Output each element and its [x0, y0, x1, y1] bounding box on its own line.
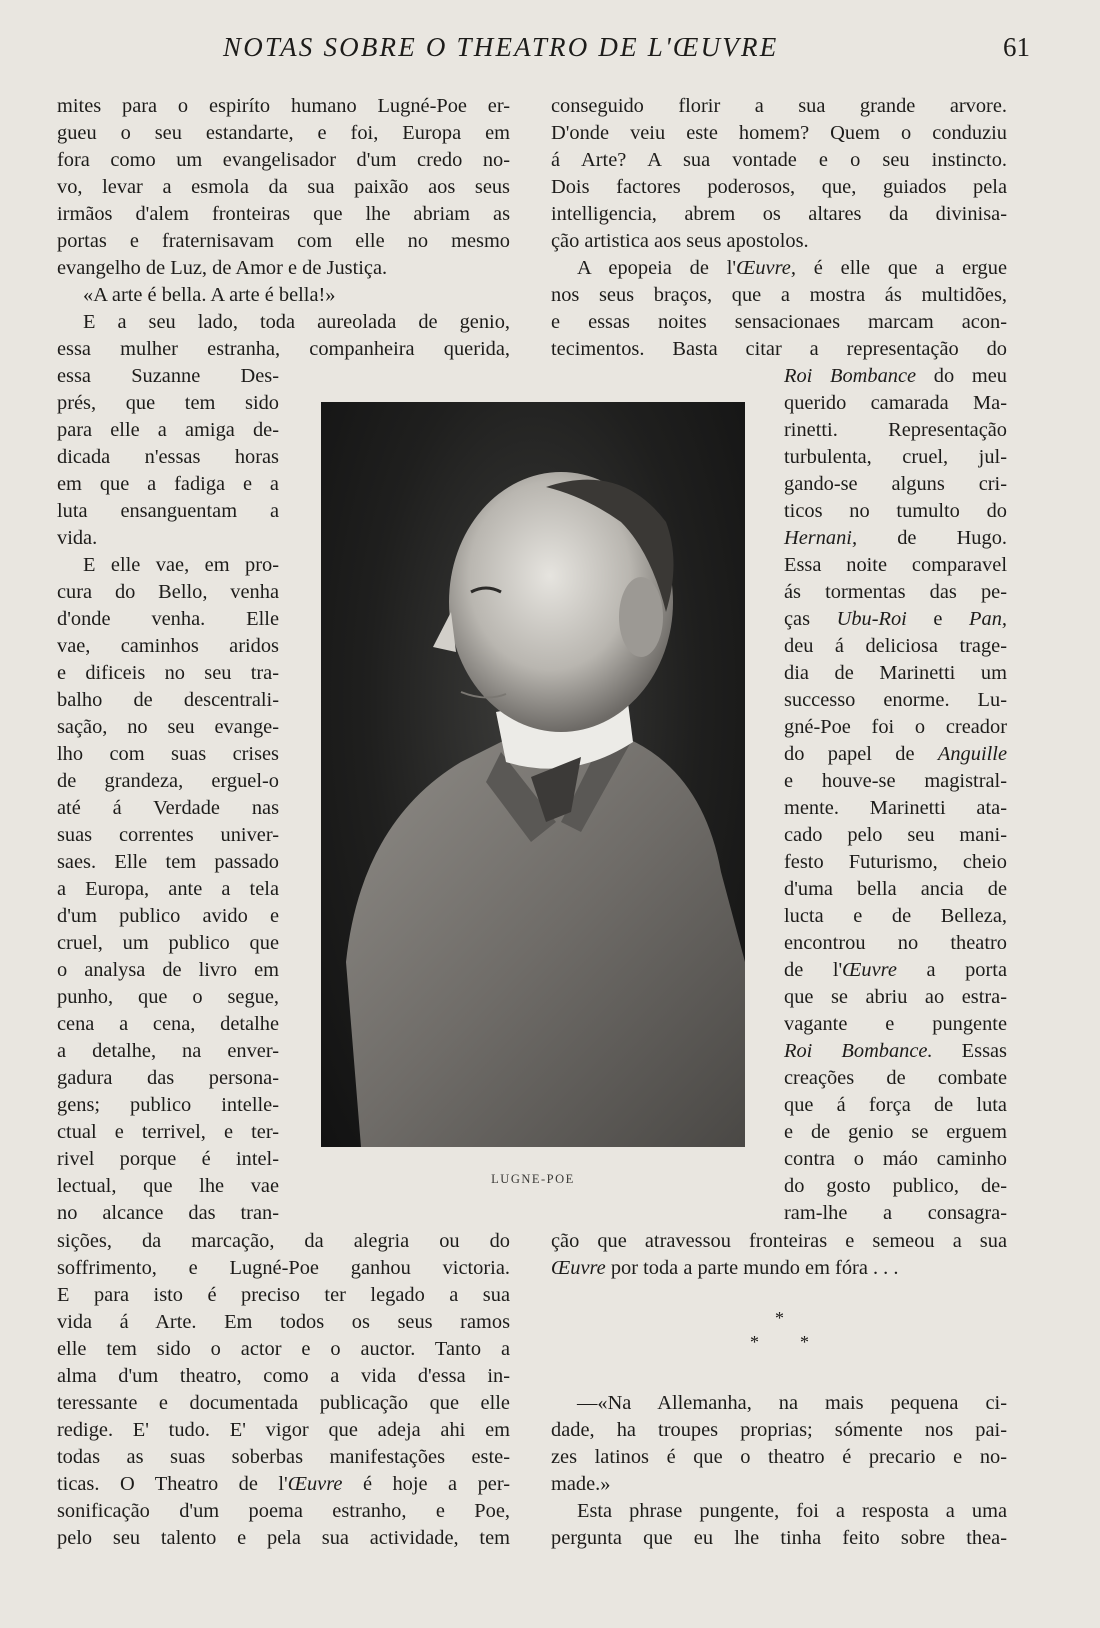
text-line: balho de descentrali-: [57, 689, 279, 711]
text-line: para elle a amiga de-: [57, 419, 279, 441]
italic-title: Œuvre,: [736, 257, 796, 279]
text-line: tecimentos. Basta citar a representação do: [551, 338, 1007, 360]
text-span: do meu: [916, 365, 1007, 387]
text-line: vo, levar a esmola da sua paixão aos seus: [57, 176, 510, 198]
text-line: Esta phrase pungente, foi a resposta a uma: [577, 1500, 1007, 1522]
italic-title: Roi Bombance: [784, 365, 917, 387]
text-line: ram-lhe a consagra-: [784, 1202, 1007, 1224]
italic-title: Œuvre: [551, 1257, 606, 1279]
text-line: d'uma bella ancia de: [784, 878, 1007, 900]
text-line: [784, 741, 1007, 768]
text-line: que á força de luta: [784, 1094, 1007, 1116]
text-line: luta ensanguentam a: [57, 500, 279, 522]
portrait-photograph: [321, 402, 745, 1147]
text-line: rivel porque é intel-: [57, 1148, 279, 1170]
text-line: d'um publico avido e: [57, 905, 279, 927]
italic-title: Hernani,: [784, 527, 858, 549]
text-line: mente. Marinetti ata-: [784, 797, 1007, 819]
text-line: evangelho de Luz, de Amor e de Justiça.: [57, 257, 388, 279]
text-line: lho com suas crises: [57, 743, 279, 765]
text-line: que se abriu ao estra-: [784, 986, 1007, 1008]
asterism-star: *: [775, 1308, 784, 1328]
text-line: dade, ha troupes proprias; sómente nos pai-: [551, 1419, 1007, 1441]
text-line: cruel, um publico que: [57, 932, 279, 954]
text-line: [57, 1471, 510, 1498]
text-span: e: [906, 608, 970, 630]
text-line: d'onde venha. Elle: [57, 608, 279, 630]
text-span: de l': [784, 959, 843, 981]
text-line: E para isto é preciso ter legado a sua: [57, 1284, 510, 1306]
photo-caption: LUGNE-POE: [491, 1172, 575, 1186]
text-line: essa mulher estranha, companheira querida,: [57, 338, 510, 360]
text-line: vae, caminhos aridos: [57, 635, 279, 657]
text-line: essa Suzanne Des-: [57, 365, 279, 387]
text-line: contra o máo caminho: [784, 1148, 1007, 1170]
text-line: Essa noite comparavel: [784, 554, 1007, 576]
text-line: vida á Arte. Em todos os seus ramos: [57, 1311, 510, 1333]
text-line: irmãos d'alem fronteiras que lhe abriam as: [57, 203, 510, 225]
portrait-illustration: [321, 402, 745, 1147]
right-column-narrow-paragraphs: [784, 363, 1007, 1227]
text-line: D'onde veiu este homem? Quem o conduziu: [551, 122, 1007, 144]
text-line: [551, 1255, 1007, 1282]
italic-title: Ubu-Roi: [836, 608, 907, 630]
text-line: saes. Elle tem passado: [57, 851, 279, 873]
page-header: [55, 30, 1050, 70]
text-line: cena a cena, detalhe: [57, 1013, 279, 1035]
text-line: todas as suas soberbas manifestações este-: [57, 1446, 510, 1468]
text-line: —«Na Allemanha, na mais pequena ci-: [577, 1392, 1007, 1414]
text-span: a porta: [896, 959, 1007, 981]
text-line: do gosto publico, de-: [784, 1175, 1007, 1197]
text-line: creações de combate: [784, 1067, 1007, 1089]
text-line: suas correntes univer-: [57, 824, 279, 846]
text-line: [784, 363, 1007, 390]
text-line: o analysa de livro em: [57, 959, 279, 981]
text-line: até á Verdade nas: [57, 797, 279, 819]
text-line: lectual, que lhe vae: [57, 1175, 279, 1197]
text-line: [784, 957, 1007, 984]
text-line: rinetti. Representação: [784, 419, 1007, 441]
right-column-top-paragraphs: [551, 93, 1007, 363]
text-line: teressante e documentada publicação que elle: [57, 1392, 510, 1414]
text-line: elle tem sido o actor e o auctor. Tanto a: [57, 1338, 510, 1360]
text-line: fora como um evangelisador d'um credo no-: [57, 149, 510, 171]
text-line: no alcance das tran-: [57, 1202, 279, 1224]
text-line: e essas noites sensacionaes marcam acon-: [551, 311, 1007, 333]
text-line: E elle vae, em pro-: [83, 554, 279, 576]
section-asterism: [740, 1308, 830, 1358]
text-line: alma d'um theatro, como a vida d'essa in-: [57, 1365, 510, 1387]
text-line: cado pelo seu mani-: [784, 824, 1007, 846]
text-line: e houve-se magistral-: [784, 770, 1007, 792]
text-line: a detalhe, na enver-: [57, 1040, 279, 1062]
text-line: ctual e terrivel, e ter-: [57, 1121, 279, 1143]
asterism-star: *: [750, 1332, 759, 1352]
text-line: a Europa, ante a tela: [57, 878, 279, 900]
text-line: gné-Poe foi o creador: [784, 716, 1007, 738]
text-line: prés, que tem sido: [57, 392, 279, 414]
text-span: é hoje a per-: [342, 1473, 511, 1495]
text-line: querido camarada Ma-: [784, 392, 1007, 414]
text-line: pergunta que eu lhe tinha feito sobre thea-: [551, 1527, 1007, 1549]
text-line: redige. E' tudo. E' vigor que adeja ahi em: [57, 1419, 510, 1441]
italic-title: Œuvre: [287, 1473, 343, 1495]
text-line: dia de Marinetti um: [784, 662, 1007, 684]
text-line: portas e fraternisavam com elle no mesmo: [57, 230, 510, 252]
text-line: cura do Bello, venha: [57, 581, 279, 603]
right-column-mid-paragraph: [551, 1228, 1007, 1282]
text-line: gadura das persona-: [57, 1067, 279, 1089]
text-line: ticos no tumulto do: [784, 500, 1007, 522]
text-line: [784, 606, 1007, 633]
text-line: made.»: [551, 1473, 611, 1495]
text-line: Dois factores poderosos, que, guiados pela: [551, 176, 1007, 198]
text-line: gueu o seu estandarte, e foi, Europa em: [57, 122, 510, 144]
italic-title: Pan,: [969, 608, 1007, 630]
text-line: e de genio se erguem: [784, 1121, 1007, 1143]
text-span: de Hugo.: [857, 527, 1007, 549]
text-line: [784, 525, 1007, 552]
text-line: gando-se alguns cri-: [784, 473, 1007, 495]
text-line: ção que atravessou fronteiras e semeou a sua: [551, 1230, 1007, 1252]
text-line: á Arte? A sua vontade e o seu instincto.: [551, 149, 1007, 171]
text-line: nos seus braços, que a mostra ás multidões,: [551, 284, 1007, 306]
text-line: sação, no seu evange-: [57, 716, 279, 738]
italic-title: Anguille: [937, 743, 1007, 765]
text-line: de grandeza, erguel-o: [57, 770, 279, 792]
text-line: festo Futurismo, cheio: [784, 851, 1007, 873]
text-line: pelo seu talento e pela sua actividade, tem: [57, 1527, 510, 1549]
text-line: deu á deliciosa trage-: [784, 635, 1007, 657]
text-span: A epopeia de l': [577, 257, 737, 279]
text-span: ças: [784, 608, 837, 630]
left-column-bottom-paragraphs: [57, 1228, 510, 1552]
text-line: vagante e pungente: [784, 1013, 1007, 1035]
text-span: por toda a parte mundo em fóra . . .: [605, 1257, 899, 1279]
right-column-bottom-paragraphs: [551, 1390, 1007, 1552]
text-line: mites para o espiríto humano Lugné-Poe er-: [57, 95, 510, 117]
text-line: soffrimento, e Lugné-Poe ganhou victoria.: [57, 1257, 510, 1279]
text-line: gens; publico intelle-: [57, 1094, 279, 1116]
page-number: 61: [1003, 32, 1030, 62]
text-line: dicada n'essas horas: [57, 446, 279, 468]
quote-line: «A arte é bella. A arte é bella!»: [83, 284, 336, 306]
running-title: NOTAS SOBRE O THEATRO DE L'ŒUVRE: [223, 32, 779, 62]
text-span: Essas: [932, 1040, 1007, 1062]
italic-title: Roi Bombance.: [784, 1040, 933, 1062]
text-line: sonificação d'um poema estranho, e Poe,: [57, 1500, 510, 1522]
text-line: successo enorme. Lu-: [784, 689, 1007, 711]
italic-title: Œuvre: [842, 959, 897, 981]
text-span: é elle que a ergue: [795, 257, 1008, 279]
left-column-top-paragraphs: [57, 93, 510, 363]
text-line: [551, 255, 1007, 282]
text-line: vida.: [57, 527, 98, 549]
text-span: do papel de: [784, 743, 938, 765]
text-line: conseguido florir a sua grande arvore.: [551, 95, 1007, 117]
text-line: e dificeis no seu tra-: [57, 662, 279, 684]
asterism-star: *: [800, 1332, 809, 1352]
text-line: punho, que o segue,: [57, 986, 279, 1008]
text-line: [784, 1038, 1007, 1065]
text-line: E a seu lado, toda aureolada de genio,: [83, 311, 510, 333]
text-line: ção artistica aos seus apostolos.: [551, 230, 809, 252]
text-line: encontrou no theatro: [784, 932, 1007, 954]
text-line: turbulenta, cruel, jul-: [784, 446, 1007, 468]
text-span: ticas. O Theatro de l': [57, 1473, 288, 1495]
text-line: lucta e de Belleza,: [784, 905, 1007, 927]
text-line: em que a fadiga e a: [57, 473, 279, 495]
text-line: intelligencia, abrem os altares da divinisa-: [551, 203, 1007, 225]
left-column-narrow-paragraphs: [57, 363, 279, 1227]
text-line: ás tormentas das pe-: [784, 581, 1007, 603]
text-line: zes latinos é que o theatro é precario e no-: [551, 1446, 1007, 1468]
text-line: sições, da marcação, da alegria ou do: [57, 1230, 510, 1252]
